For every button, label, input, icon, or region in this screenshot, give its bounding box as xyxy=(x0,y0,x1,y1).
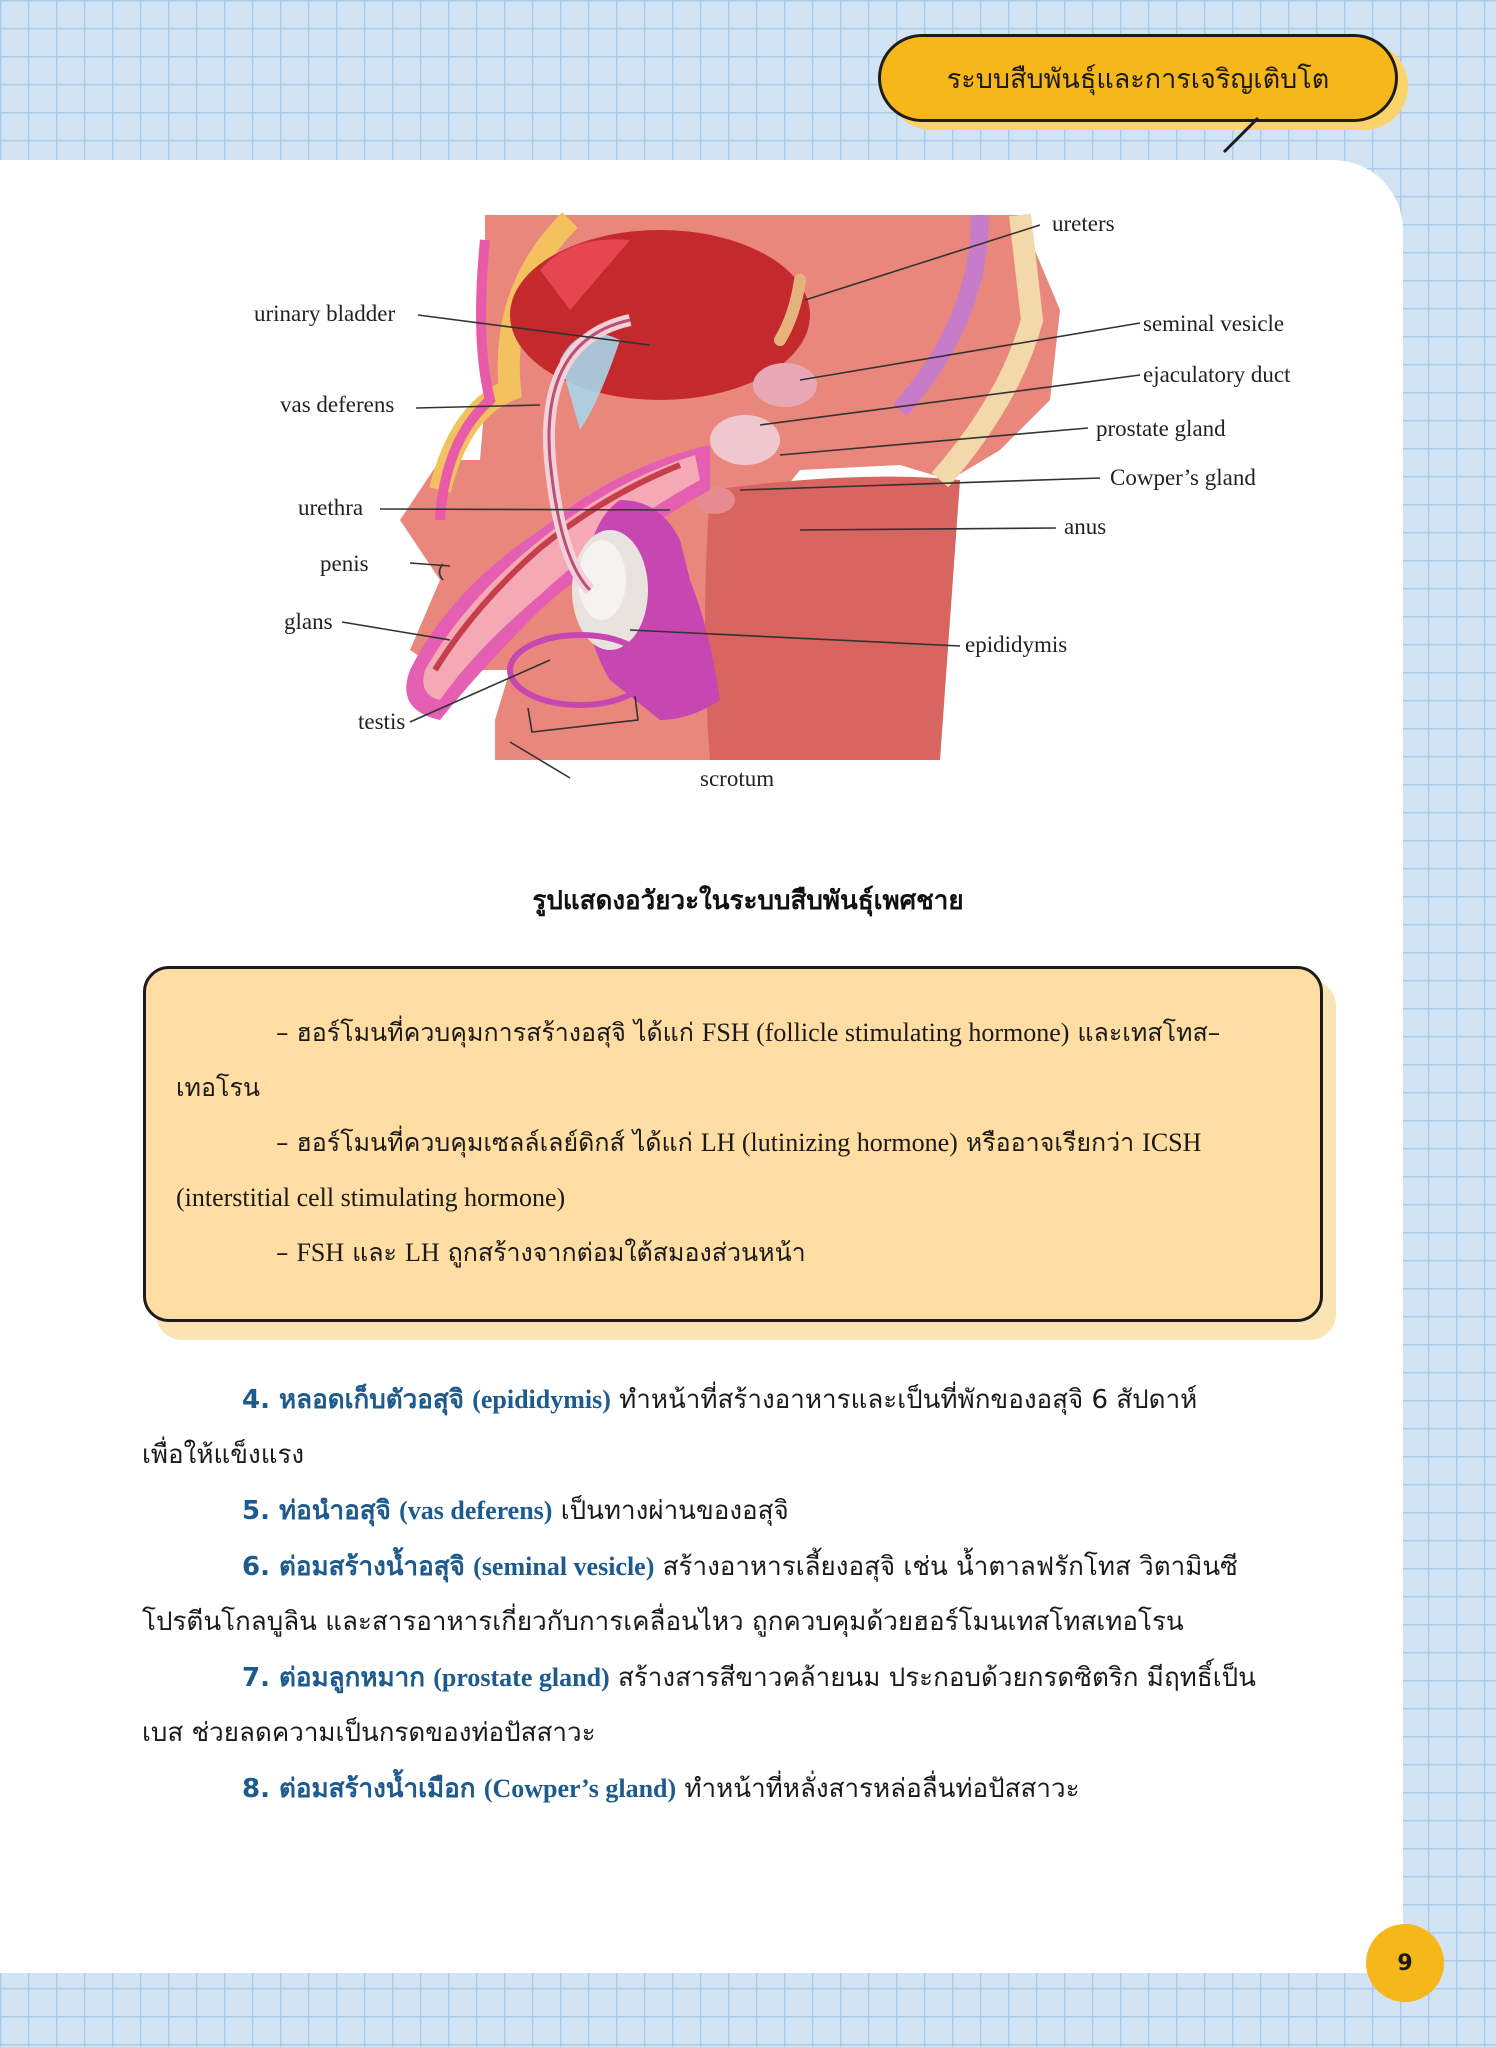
label-ureters: ureters xyxy=(1052,211,1115,236)
section-4: 4. หลอดเก็บตัวอสุจิ (epididymis) ทำหน้าที่สร้างอาหารและเป็นที่พักของอสุจิ 6 สัปดาห์ xyxy=(242,1385,1198,1415)
label-urinary-bladder: urinary bladder xyxy=(254,301,396,326)
label-ejaculatory-duct: ejaculatory duct xyxy=(1143,362,1291,387)
section-6: 6. ต่อมสร้างน้ำอสุจิ (seminal vesicle) สร้างอาหารเลี้ยงอสุจิ เช่น น้ำตาลฟรักโทส วิตามินซี xyxy=(242,1552,1238,1582)
section-7: 7. ต่อมลูกหมาก (prostate gland) สร้างสารสีขาวคล้ายนม ประกอบด้วยกรดซิตริก มีฤทธิ์เป็น xyxy=(242,1663,1256,1693)
label-seminal-vesicle: seminal vesicle xyxy=(1143,311,1285,336)
label-epididymis: epididymis xyxy=(965,632,1068,657)
label-prostate-gland: prostate gland xyxy=(1096,416,1226,441)
hormone-info-box xyxy=(143,966,1323,1322)
info-paragraph-3: – FSH และ LH ถูกสร้างจากต่อมใต้สมองส่วนหน้า xyxy=(276,1238,806,1267)
section-heading: 8. ต่อมสร้างน้ำเมือก xyxy=(242,1774,476,1804)
section-term: (seminal vesicle) xyxy=(473,1552,655,1581)
section-7-cont: เบส ช่วยลดความเป็นกรดของท่อปัสสาวะ xyxy=(142,1718,596,1748)
anatomy-diagram xyxy=(240,200,1320,810)
label-glans: glans xyxy=(284,609,333,634)
label-anus: anus xyxy=(1064,514,1107,539)
info-paragraph-2: – ฮอร์โมนที่ควบคุมเซลล์เลย์ดิกส์ ได้แก่ LH (lutinizing hormone) หรืออาจเรียกว่า ICSH xyxy=(276,1128,1202,1157)
chapter-tab xyxy=(878,34,1408,146)
section-6-cont: โปรตีนโกลบูลิน และสารอาหารเกี่ยวกับการเคลื่อนไหว ถูกควบคุมด้วยฮอร์โมนเทสโทสเทอโรน xyxy=(142,1607,1184,1637)
info-paragraph-1-cont: เทอโรน xyxy=(176,1073,260,1102)
label-scrotum: scrotum xyxy=(700,766,775,791)
chapter-title: ระบบสืบพันธุ์และการเจริญเติบโต xyxy=(878,34,1398,122)
section-term: (epididymis) xyxy=(472,1385,611,1414)
section-heading: 4. หลอดเก็บตัวอสุจิ xyxy=(242,1385,464,1415)
section-heading: 7. ต่อมลูกหมาก xyxy=(242,1663,425,1693)
section-5: 5. ท่อนำอสุจิ (vas deferens) เป็นทางผ่านของอสุจิ xyxy=(242,1496,789,1526)
speech-tail-icon xyxy=(1218,116,1278,156)
info-paragraph-1: – ฮอร์โมนที่ควบคุมการสร้างอสุจิ ได้แก่ FSH (follicle stimulating hormone) และเทสโทส– xyxy=(276,1018,1221,1047)
section-term: (Cowper’s gland) xyxy=(483,1774,677,1803)
info-paragraph-2-cont: (interstitial cell stimulating hormone) xyxy=(176,1183,566,1212)
figure-caption: รูปแสดงอวัยวะในระบบสืบพันธุ์เพศชาย xyxy=(532,886,964,916)
section-heading: 6. ต่อมสร้างน้ำอสุจิ xyxy=(242,1552,465,1582)
label-cowpers-gland: Cowper’s gland xyxy=(1110,465,1256,490)
section-4-cont: เพื่อให้แข็งแรง xyxy=(142,1440,305,1470)
section-8: 8. ต่อมสร้างน้ำเมือก (Cowper’s gland) ทำหน้าที่หลั่งสารหล่อลื่นท่อปัสสาวะ xyxy=(242,1774,1080,1804)
page-number: 9 xyxy=(1366,1924,1444,2002)
label-penis: penis xyxy=(320,551,369,576)
section-heading: 5. ท่อนำอสุจิ xyxy=(242,1496,391,1526)
label-testis: testis xyxy=(358,709,406,734)
label-urethra: urethra xyxy=(298,495,364,520)
section-term: (prostate gland) xyxy=(433,1663,610,1692)
body-text xyxy=(142,1372,1340,1817)
label-vas-deferens: vas deferens xyxy=(280,392,395,417)
section-term: (vas deferens) xyxy=(399,1496,553,1525)
